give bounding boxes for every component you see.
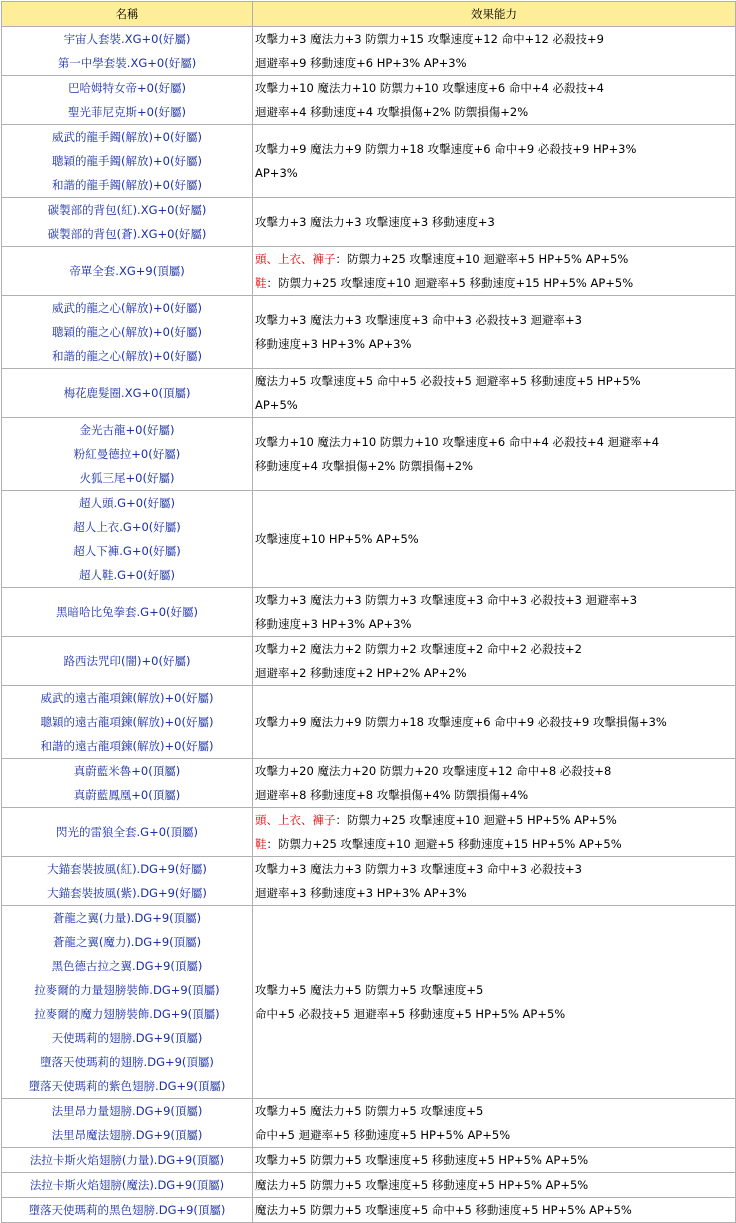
item-name: 和諧的遠古龍項鍊(解放)+0(好屬) — [40, 739, 214, 753]
item-effects-table — [1, 1, 736, 1223]
effect-line: 攻擊力+5 魔法力+5 防禦力+5 攻擊速度+5 — [255, 1104, 484, 1118]
item-name: 真蔚藍鳳凰+0(頂屬) — [73, 788, 181, 802]
equip-part-label: 鞋 — [255, 276, 267, 290]
effect-text: ：防禦力+25 攻擊速度+10 迴避率+5 移動速度+15 HP+5% AP+5% — [266, 276, 634, 290]
effect-line: 攻擊力+3 魔法力+3 攻擊速度+3 命中+3 必殺技+3 迴避率+3 — [255, 313, 582, 327]
item-name: 威武的龍手鐲(解放)+0(好屬) — [52, 130, 202, 144]
item-name-cell — [2, 588, 253, 637]
table-row — [2, 491, 736, 588]
equip-part-label: 頭、上衣、褲子 — [255, 252, 336, 266]
item-name: 金光古龍+0(好屬) — [79, 423, 175, 437]
item-name: 和諧的龍手鐲(解放)+0(好屬) — [52, 178, 202, 192]
item-name-cell — [2, 247, 253, 296]
item-effect-cell — [253, 296, 736, 369]
table-row — [2, 637, 736, 686]
table-row — [2, 76, 736, 125]
item-name-cell — [2, 686, 253, 759]
effect-line: 移動速度+4 攻擊損傷+2% 防禦損傷+2% — [255, 459, 474, 473]
effect-text: ：防禦力+25 攻擊速度+10 迴避+5 HP+5% AP+5% — [335, 813, 617, 827]
item-effect-cell — [253, 369, 736, 418]
item-name: 超人下褲.G+0(好屬) — [73, 544, 181, 558]
item-name: 墮落天使瑪莉的黑色翅膀.DG+9(頂屬) — [28, 1203, 226, 1217]
item-name: 蒼龍之翼(力量).DG+9(頂屬) — [52, 911, 202, 925]
item-name: 拉麥爾的魔力翅膀裝飾.DG+9(頂屬) — [34, 1007, 220, 1021]
effect-line — [255, 832, 735, 856]
effect-line: 移動速度+3 HP+3% AP+3% — [255, 337, 412, 351]
item-name: 黑色德古拉之翼.DG+9(頂屬) — [51, 959, 203, 973]
effect-line: 攻擊力+9 魔法力+9 防禦力+18 攻擊速度+6 命中+9 必殺技+9 攻擊損傷+3% — [255, 715, 667, 729]
item-name: 法里昂力量翅膀.DG+9(頂屬) — [51, 1104, 203, 1118]
item-effect-cell — [253, 76, 736, 125]
effect-line: 命中+5 必殺技+5 迴避率+5 移動速度+5 HP+5% AP+5% — [255, 1007, 566, 1021]
item-name: 法拉卡斯火焰翅膀(魔法).DG+9(頂屬) — [29, 1178, 225, 1192]
effect-line: 攻擊力+3 魔法力+3 攻擊速度+3 移動速度+3 — [255, 215, 495, 229]
table-row — [2, 296, 736, 369]
item-name: 法拉卡斯火焰翅膀(力量).DG+9(頂屬) — [29, 1153, 225, 1167]
item-name: 聰穎的龍之心(解放)+0(好屬) — [52, 325, 202, 339]
table-row — [2, 588, 736, 637]
item-name-cell — [2, 491, 253, 588]
item-name-cell — [2, 198, 253, 247]
table-row — [2, 906, 736, 1099]
item-effect-cell — [253, 418, 736, 491]
item-effect-cell — [253, 637, 736, 686]
effect-line: 攻擊力+3 魔法力+3 防禦力+3 攻擊速度+3 命中+3 必殺技+3 — [255, 862, 582, 876]
item-name: 法里昂魔法翅膀.DG+9(頂屬) — [51, 1128, 203, 1142]
effect-line: 迴避率+2 移動速度+2 HP+2% AP+2% — [255, 666, 467, 680]
item-effect-cell — [253, 1173, 736, 1198]
effect-line: 攻擊力+10 魔法力+10 防禦力+10 攻擊速度+6 命中+4 必殺技+4 迴避率+4 — [255, 435, 660, 449]
item-name-cell — [2, 808, 253, 857]
effect-line: 攻擊速度+10 HP+5% AP+5% — [255, 532, 419, 546]
effect-line: 魔法力+5 防禦力+5 攻擊速度+5 命中+5 移動速度+5 HP+5% AP+5% — [255, 1203, 632, 1217]
item-name: 威武的龍之心(解放)+0(好屬) — [52, 301, 202, 315]
table-row — [2, 247, 736, 296]
table-row — [2, 198, 736, 247]
effect-line: 攻擊力+10 魔法力+10 防禦力+10 攻擊速度+6 命中+4 必殺技+4 — [255, 81, 604, 95]
item-name: 路西法咒印(闇)+0(好屬) — [63, 654, 191, 668]
table-row — [2, 808, 736, 857]
item-name: 黑暗哈比兔拳套.G+0(好屬) — [56, 605, 198, 619]
table-row — [2, 1148, 736, 1173]
page — [0, 1, 736, 1217]
effect-line — [255, 271, 735, 295]
effect-line: 攻擊力+2 魔法力+2 防禦力+2 攻擊速度+2 命中+2 必殺技+2 — [255, 642, 582, 656]
item-name: 超人鞋.G+0(好屬) — [79, 568, 175, 582]
effect-line — [255, 808, 735, 832]
item-name: 巴哈姆特女帝+0(好屬) — [68, 81, 186, 95]
item-effect-cell — [253, 27, 736, 76]
item-name: 大錨套裝披風(紫).DG+9(好屬) — [47, 886, 207, 900]
effect-line: 攻擊力+5 魔法力+5 防禦力+5 攻擊速度+5 — [255, 983, 484, 997]
item-name-cell — [2, 125, 253, 198]
item-effect-cell — [253, 686, 736, 759]
item-name-cell — [2, 857, 253, 906]
item-name-cell — [2, 1099, 253, 1148]
effect-line: 迴避率+9 移動速度+6 HP+3% AP+3% — [255, 56, 467, 70]
item-name: 蒼龍之翼(魔力).DG+9(頂屬) — [52, 935, 202, 949]
effect-line: 移動速度+3 HP+3% AP+3% — [255, 617, 412, 631]
effect-line: 魔法力+5 攻擊速度+5 命中+5 必殺技+5 迴避率+5 移動速度+5 HP+5% — [255, 374, 641, 388]
item-name-cell — [2, 76, 253, 125]
item-name-cell — [2, 759, 253, 808]
item-name: 碳製部的背包(紅).XG+0(好屬) — [47, 203, 207, 217]
effect-line: 攻擊力+20 魔法力+20 防禦力+20 攻擊速度+12 命中+8 必殺技+8 — [255, 764, 612, 778]
effect-line — [255, 247, 735, 271]
item-name-cell — [2, 637, 253, 686]
item-name: 威武的遠古龍項鍊(解放)+0(好屬) — [40, 691, 214, 705]
effect-line: 攻擊力+5 防禦力+5 攻擊速度+5 移動速度+5 HP+5% AP+5% — [255, 1153, 589, 1167]
table-row — [2, 759, 736, 808]
effect-line: 命中+5 迴避率+5 移動速度+5 HP+5% AP+5% — [255, 1128, 511, 1142]
item-name: 和諧的龍之心(解放)+0(好屬) — [52, 349, 202, 363]
equip-part-label: 鞋 — [255, 837, 267, 851]
item-name: 第一中學套裝.XG+0(好屬) — [57, 56, 197, 70]
name-column-header: 名稱 — [2, 2, 253, 27]
table-row — [2, 1173, 736, 1198]
effect-line: 攻擊力+3 魔法力+3 防禦力+15 攻擊速度+12 命中+12 必殺技+9 — [255, 32, 604, 46]
item-name-cell — [2, 1173, 253, 1198]
header-row — [2, 2, 736, 27]
item-effect-cell — [253, 491, 736, 588]
item-name-cell — [2, 906, 253, 1099]
table-row — [2, 686, 736, 759]
effect-line: AP+5% — [255, 398, 298, 412]
item-name: 宇宙人套裝.XG+0(好屬) — [63, 32, 191, 46]
item-name-cell — [2, 296, 253, 369]
effect-line: 攻擊力+9 魔法力+9 防禦力+18 攻擊速度+6 命中+9 必殺技+9 HP+3% — [255, 142, 637, 156]
table-row — [2, 857, 736, 906]
item-effect-cell — [253, 857, 736, 906]
item-name: 梅花鹿髮圈.XG+0(頂屬) — [63, 386, 191, 400]
effect-text: ：防禦力+25 攻擊速度+10 迴避+5 移動速度+15 HP+5% AP+5% — [266, 837, 622, 851]
item-effect-cell — [253, 198, 736, 247]
table-row — [2, 125, 736, 198]
effect-line: 迴避率+3 移動速度+3 HP+3% AP+3% — [255, 886, 467, 900]
item-name-cell — [2, 27, 253, 76]
item-name: 帝單全套.XG+9(頂屬) — [69, 264, 185, 278]
item-effect-cell — [253, 808, 736, 857]
item-name-cell — [2, 1148, 253, 1173]
table-row — [2, 1198, 736, 1223]
item-name-cell — [2, 1198, 253, 1223]
item-name: 超人上衣.G+0(好屬) — [73, 520, 181, 534]
item-effect-cell — [253, 1198, 736, 1223]
item-name: 聖光菲尼克斯+0(好屬) — [68, 105, 186, 119]
effect-line: 迴避率+8 移動速度+8 攻擊損傷+4% 防禦損傷+4% — [255, 788, 529, 802]
item-name: 閃光的雷狼全套.G+0(頂屬) — [56, 825, 198, 839]
table-row — [2, 369, 736, 418]
item-name: 超人頭.G+0(好屬) — [79, 496, 175, 510]
item-effect-cell — [253, 588, 736, 637]
item-name: 真蔚藍米魯+0(頂屬) — [73, 764, 181, 778]
table-row — [2, 418, 736, 491]
item-name-cell — [2, 369, 253, 418]
effect-line: AP+3% — [255, 166, 298, 180]
table-row — [2, 1099, 736, 1148]
effect-column-header: 效果能力 — [253, 2, 736, 27]
item-name: 火狐三尾+0(好屬) — [79, 471, 175, 485]
effect-line: 魔法力+5 防禦力+5 攻擊速度+5 移動速度+5 HP+5% AP+5% — [255, 1178, 589, 1192]
table-row — [2, 27, 736, 76]
item-name-cell — [2, 418, 253, 491]
effect-line: 攻擊力+3 魔法力+3 防禦力+3 攻擊速度+3 命中+3 必殺技+3 迴避率+3 — [255, 593, 638, 607]
item-name: 碳製部的背包(蒼).XG+0(好屬) — [47, 227, 207, 241]
item-effect-cell — [253, 247, 736, 296]
item-effect-cell — [253, 1099, 736, 1148]
item-name: 大錨套裝披風(紅).DG+9(好屬) — [47, 862, 207, 876]
item-name: 墮落天使瑪莉的紫色翅膀.DG+9(頂屬) — [28, 1079, 226, 1093]
item-effect-cell — [253, 1148, 736, 1173]
item-effect-cell — [253, 125, 736, 198]
item-name: 粉紅曼德拉+0(好屬) — [73, 447, 181, 461]
equip-part-label: 頭、上衣、褲子 — [255, 813, 336, 827]
item-effect-cell — [253, 906, 736, 1099]
effect-line: 迴避率+4 移動速度+4 攻擊損傷+2% 防禦損傷+2% — [255, 105, 529, 119]
item-name: 拉麥爾的力量翅膀裝飾.DG+9(頂屬) — [34, 983, 220, 997]
item-name: 天使瑪莉的翅膀.DG+9(頂屬) — [51, 1031, 203, 1045]
effect-text: ：防禦力+25 攻擊速度+10 迴避率+5 HP+5% AP+5% — [335, 252, 629, 266]
item-name: 聰穎的龍手鐲(解放)+0(好屬) — [52, 154, 202, 168]
item-name: 墮落天使瑪莉的翅膀.DG+9(頂屬) — [40, 1055, 214, 1069]
table-body — [2, 27, 736, 1223]
item-name: 聰穎的遠古龍項鍊(解放)+0(好屬) — [40, 715, 214, 729]
item-effect-cell — [253, 759, 736, 808]
